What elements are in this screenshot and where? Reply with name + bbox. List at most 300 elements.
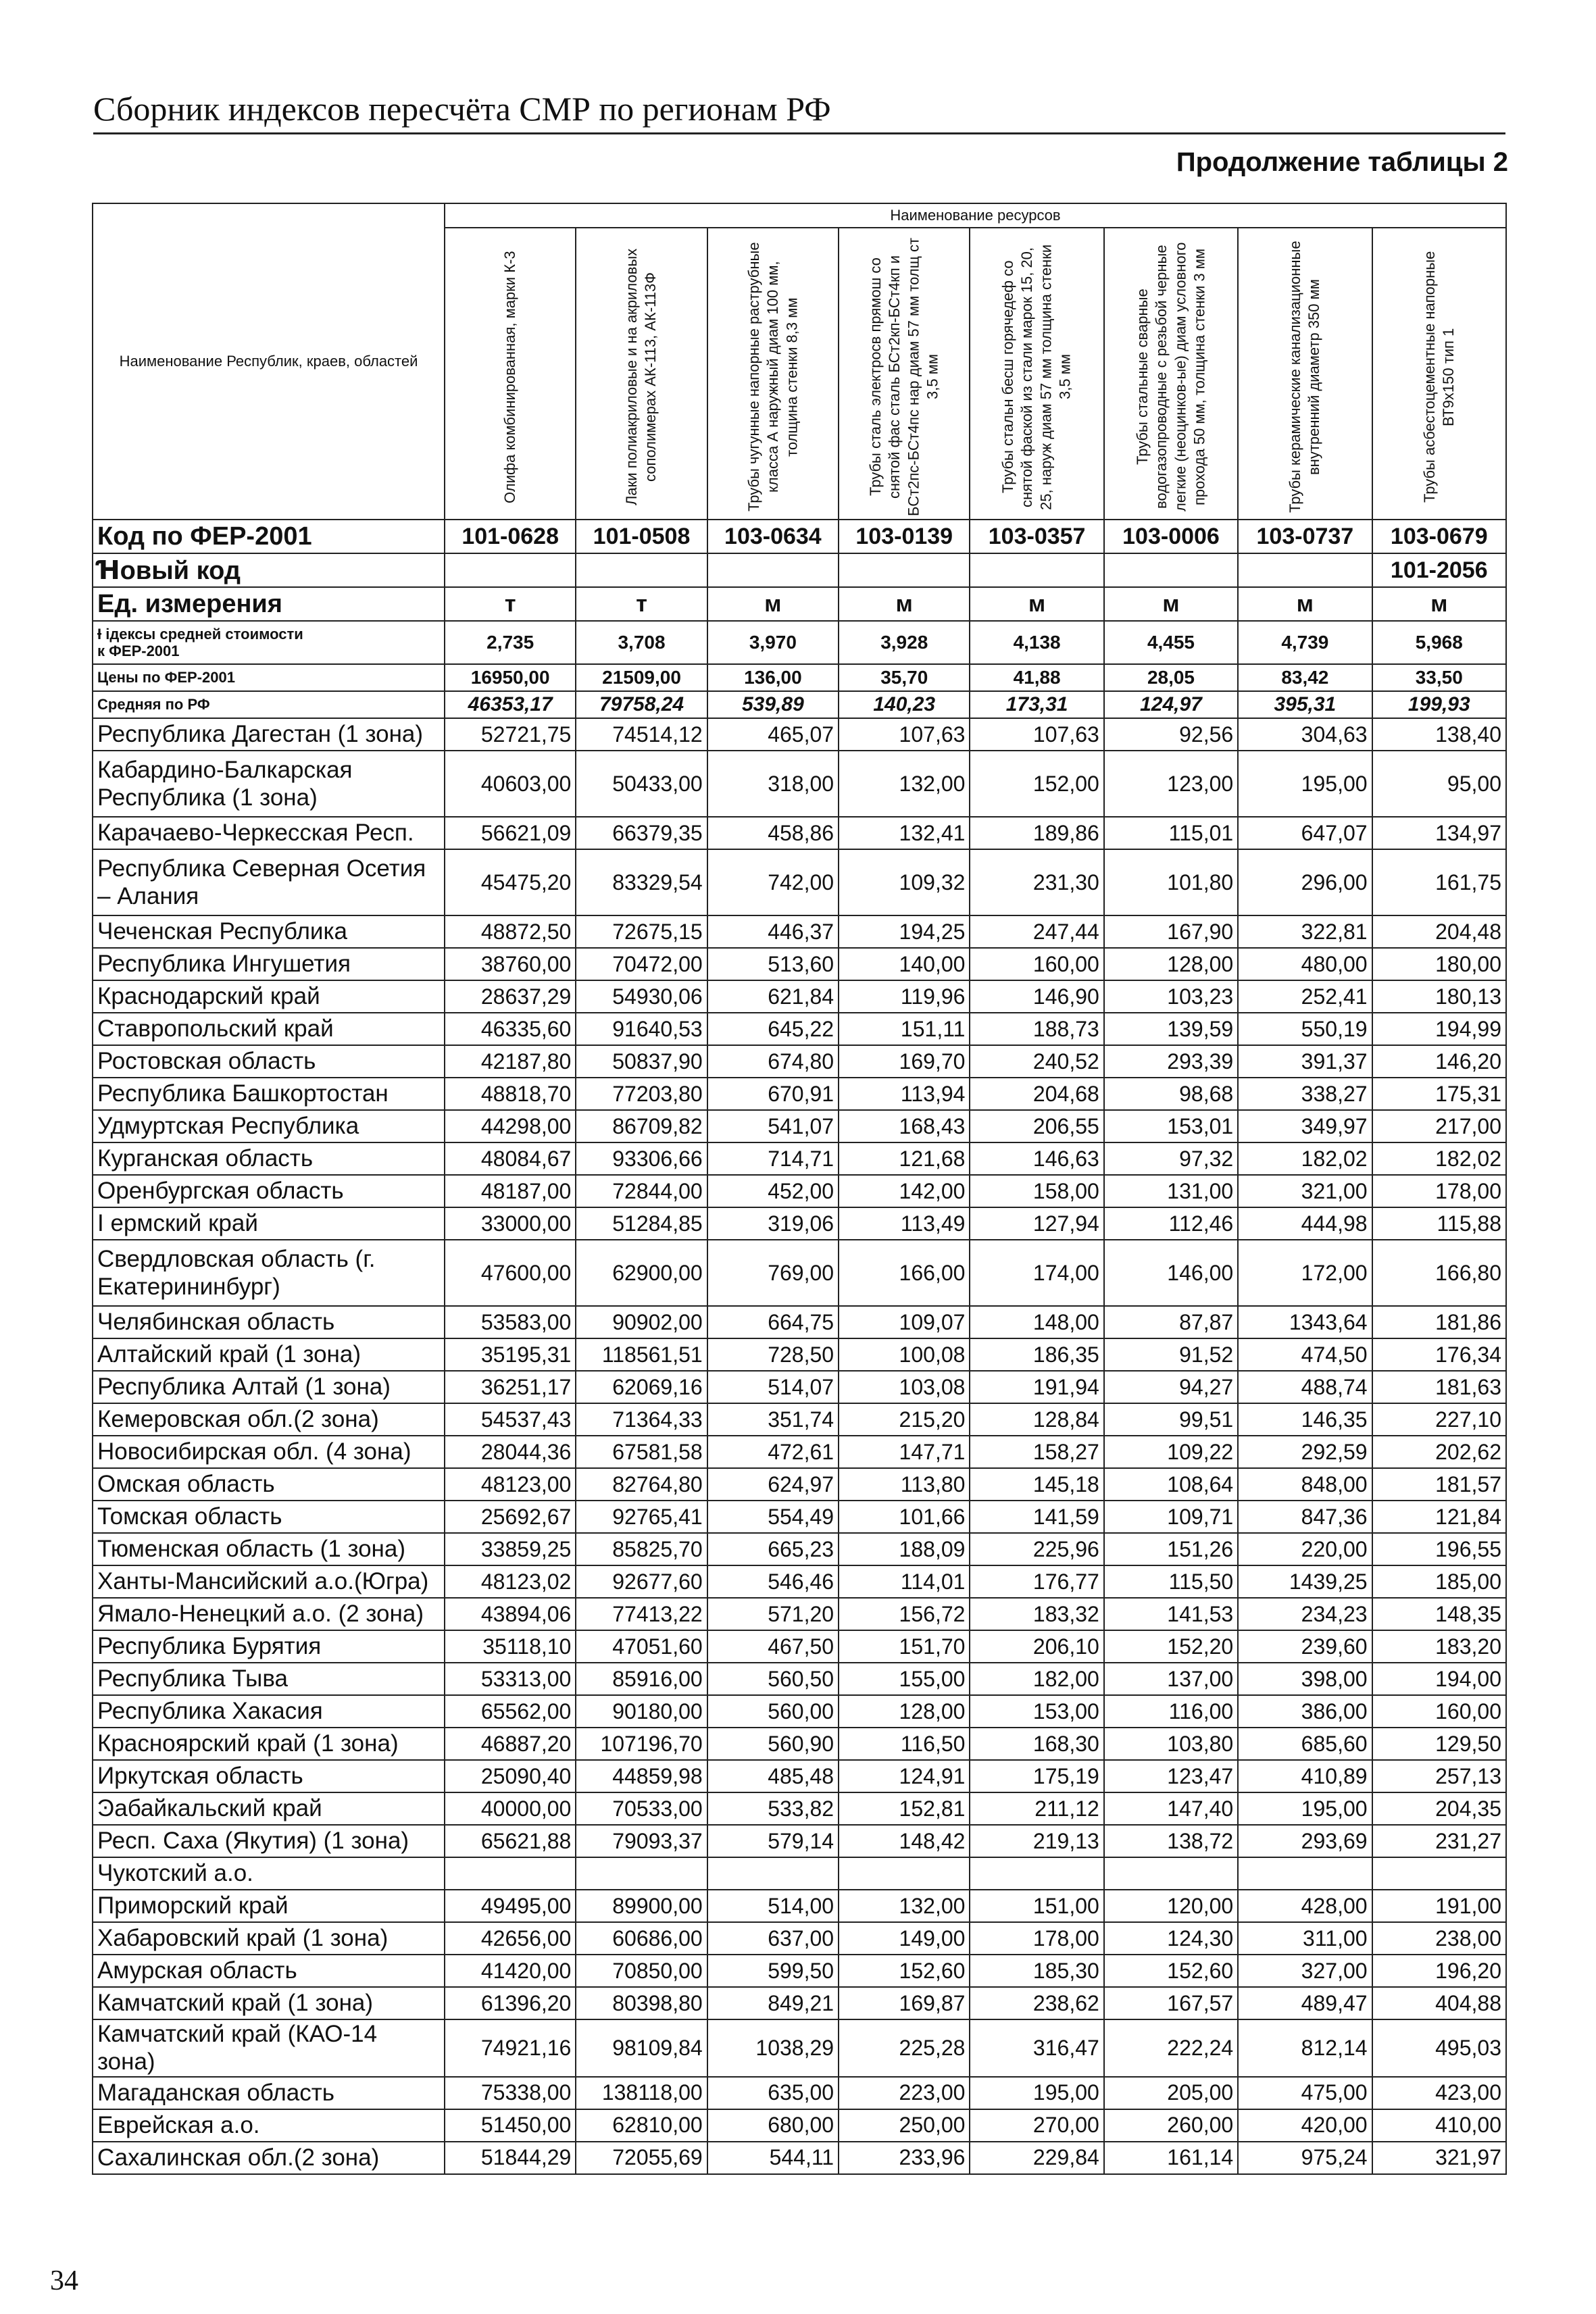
value-cell: 191,00 bbox=[1372, 1890, 1506, 1922]
value-cell: 128,84 bbox=[970, 1403, 1103, 1436]
value-cell: 176,77 bbox=[970, 1565, 1103, 1598]
value-cell: 113,80 bbox=[839, 1468, 970, 1501]
region-name: Еврейская а.о. bbox=[93, 2109, 445, 2142]
value-cell: 550,19 bbox=[1238, 1013, 1372, 1045]
value-cell: 35118,10 bbox=[445, 1630, 576, 1663]
value-cell: 229,84 bbox=[970, 2142, 1103, 2174]
table-row bbox=[93, 1142, 1506, 1175]
row-label-text: Код по ФЕР-2001 bbox=[97, 522, 312, 551]
value-cell: 420,00 bbox=[1238, 2109, 1372, 2142]
value-cell: 386,00 bbox=[1238, 1695, 1372, 1728]
value-cell: 489,47 bbox=[1238, 1987, 1372, 2019]
region-name: Амурская область bbox=[93, 1955, 445, 1987]
table-row bbox=[93, 1110, 1506, 1142]
meta-cell: 3,708 bbox=[576, 621, 707, 664]
value-cell: 146,20 bbox=[1372, 1045, 1506, 1078]
value-cell bbox=[445, 1857, 576, 1890]
value-cell: 132,00 bbox=[839, 751, 970, 817]
meta-cell: 21509,00 bbox=[576, 664, 707, 691]
value-cell: 327,00 bbox=[1238, 1955, 1372, 1987]
fer-code-row bbox=[93, 520, 1506, 553]
value-cell: 33859,25 bbox=[445, 1533, 576, 1565]
value-cell: 44298,00 bbox=[445, 1110, 576, 1142]
value-cell: 129,50 bbox=[1372, 1728, 1506, 1760]
value-cell: 321,97 bbox=[1372, 2142, 1506, 2174]
row-label bbox=[93, 664, 445, 691]
value-cell: 77203,80 bbox=[576, 1078, 707, 1110]
value-cell: 181,57 bbox=[1372, 1468, 1506, 1501]
region-name: Удмуртская Республика bbox=[93, 1110, 445, 1142]
table-row bbox=[93, 849, 1506, 915]
value-cell: 219,13 bbox=[970, 1825, 1103, 1857]
value-cell: 137,00 bbox=[1104, 1663, 1238, 1695]
value-cell: 91,52 bbox=[1104, 1338, 1238, 1371]
value-cell: 62900,00 bbox=[576, 1240, 707, 1306]
value-cell: 151,11 bbox=[839, 1013, 970, 1045]
value-cell bbox=[576, 1857, 707, 1890]
value-cell: 141,59 bbox=[970, 1501, 1103, 1533]
meta-cell: 2,735 bbox=[445, 621, 576, 664]
table-row bbox=[93, 2109, 1506, 2142]
value-cell: 90902,00 bbox=[576, 1306, 707, 1338]
regional-index-table bbox=[92, 203, 1507, 2175]
value-cell: 70533,00 bbox=[576, 1792, 707, 1825]
row-label-text: к ФЕР-2001 bbox=[97, 643, 180, 659]
value-cell: 146,90 bbox=[970, 980, 1103, 1013]
value-cell: 485,48 bbox=[707, 1760, 839, 1792]
table-continuation-title: Продолжение таблицы 2 bbox=[1176, 147, 1508, 177]
value-cell: 91640,53 bbox=[576, 1013, 707, 1045]
meta-cell: 35,70 bbox=[839, 664, 970, 691]
resource-column-label: Олифа комбинированная, марки К-3 bbox=[501, 251, 519, 503]
meta-cell: 101-0508 bbox=[576, 520, 707, 553]
region-name: Республика Башкортостан bbox=[93, 1078, 445, 1110]
value-cell: 121,68 bbox=[839, 1142, 970, 1175]
meta-cell: 101-2056 bbox=[1372, 553, 1506, 587]
value-cell: 151,00 bbox=[970, 1890, 1103, 1922]
value-cell: 647,07 bbox=[1238, 817, 1372, 849]
value-cell: 114,01 bbox=[839, 1565, 970, 1598]
value-cell: 176,34 bbox=[1372, 1338, 1506, 1371]
value-cell: 155,00 bbox=[839, 1663, 970, 1695]
value-cell: 95,00 bbox=[1372, 751, 1506, 817]
value-cell: 145,18 bbox=[970, 1468, 1103, 1501]
region-name: Республика Дагестан (1 зона) bbox=[93, 718, 445, 751]
value-cell: 151,26 bbox=[1104, 1533, 1238, 1565]
meta-cell: т bbox=[445, 587, 576, 621]
meta-cell: 3,928 bbox=[839, 621, 970, 664]
value-cell: 223,00 bbox=[839, 2077, 970, 2109]
value-cell: 319,06 bbox=[707, 1207, 839, 1240]
value-cell: 138,72 bbox=[1104, 1825, 1238, 1857]
value-cell: 196,20 bbox=[1372, 1955, 1506, 1987]
table-row bbox=[93, 2142, 1506, 2174]
value-cell: 124,91 bbox=[839, 1760, 970, 1792]
region-name: Ставропольский край bbox=[93, 1013, 445, 1045]
value-cell: 514,07 bbox=[707, 1371, 839, 1403]
value-cell: 35195,31 bbox=[445, 1338, 576, 1371]
meta-cell: м bbox=[970, 587, 1103, 621]
region-name: Хабаровский край (1 зона) bbox=[93, 1922, 445, 1955]
resource-column-header bbox=[707, 228, 839, 520]
value-cell: 120,00 bbox=[1104, 1890, 1238, 1922]
value-cell: 204,35 bbox=[1372, 1792, 1506, 1825]
table-row bbox=[93, 1987, 1506, 2019]
region-name: Красноярский край (1 зона) bbox=[93, 1728, 445, 1760]
value-cell: 100,08 bbox=[839, 1338, 970, 1371]
table-row bbox=[93, 1760, 1506, 1792]
region-name: Камчатский край (КАО-14 зона) bbox=[93, 2019, 445, 2077]
value-cell: 674,80 bbox=[707, 1045, 839, 1078]
region-name: Респ. Саха (Якутия) (1 зона) bbox=[93, 1825, 445, 1857]
meta-cell: 136,00 bbox=[707, 664, 839, 691]
meta-cell: 539,89 bbox=[707, 691, 839, 718]
value-cell: 322,81 bbox=[1238, 915, 1372, 948]
value-cell: 292,59 bbox=[1238, 1436, 1372, 1468]
value-cell: 153,01 bbox=[1104, 1110, 1238, 1142]
value-cell: 85825,70 bbox=[576, 1533, 707, 1565]
value-cell: 160,00 bbox=[970, 948, 1103, 980]
meta-cell: 4,739 bbox=[1238, 621, 1372, 664]
region-name: Новосибирская обл. (4 зона) bbox=[93, 1436, 445, 1468]
value-cell: 119,96 bbox=[839, 980, 970, 1013]
resource-column-label: Трубы стальн бесш горячедеф со снятой фаской из стали марок 15, 20, 25, наруж диам 57 мм толщина стенки 3,5 мм bbox=[999, 244, 1074, 510]
region-name: Магаданская область bbox=[93, 2077, 445, 2109]
value-cell: 222,24 bbox=[1104, 2019, 1238, 2077]
table-row bbox=[93, 1728, 1506, 1760]
value-cell: 109,71 bbox=[1104, 1501, 1238, 1533]
value-cell: 128,00 bbox=[839, 1695, 970, 1728]
value-cell: 178,00 bbox=[1372, 1175, 1506, 1207]
value-cell: 351,74 bbox=[707, 1403, 839, 1436]
region-name: Алтайский край (1 зона) bbox=[93, 1338, 445, 1371]
value-cell: 231,30 bbox=[970, 849, 1103, 915]
meta-cell: 103-0634 bbox=[707, 520, 839, 553]
table-row bbox=[93, 915, 1506, 948]
value-cell: 79093,37 bbox=[576, 1825, 707, 1857]
table-row bbox=[93, 1078, 1506, 1110]
value-cell: 48084,67 bbox=[445, 1142, 576, 1175]
value-cell: 664,75 bbox=[707, 1306, 839, 1338]
value-cell: 103,23 bbox=[1104, 980, 1238, 1013]
value-cell: 77413,22 bbox=[576, 1598, 707, 1630]
value-cell: 80398,80 bbox=[576, 1987, 707, 2019]
value-cell bbox=[1104, 1857, 1238, 1890]
value-cell: 48187,00 bbox=[445, 1175, 576, 1207]
meta-cell: 103-0737 bbox=[1238, 520, 1372, 553]
value-cell: 61396,20 bbox=[445, 1987, 576, 2019]
value-cell: 645,22 bbox=[707, 1013, 839, 1045]
value-cell: 115,01 bbox=[1104, 817, 1238, 849]
row-label-text: Ɦовый код bbox=[97, 556, 241, 585]
value-cell: 161,75 bbox=[1372, 849, 1506, 915]
value-cell: 92,56 bbox=[1104, 718, 1238, 751]
value-cell: 86709,82 bbox=[576, 1110, 707, 1142]
value-cell: 304,63 bbox=[1238, 718, 1372, 751]
resource-column-label: Трубы чугунные напорные раструбные класса А наружный диам 100 мм, толщина стенки 8,3 мм bbox=[745, 242, 800, 512]
value-cell: 148,35 bbox=[1372, 1598, 1506, 1630]
value-cell: 158,27 bbox=[970, 1436, 1103, 1468]
value-cell: 33000,00 bbox=[445, 1207, 576, 1240]
region-name: Республика Северная Осетия – Алания bbox=[93, 849, 445, 915]
value-cell: 152,20 bbox=[1104, 1630, 1238, 1663]
value-cell: 488,74 bbox=[1238, 1371, 1372, 1403]
value-cell: 70850,00 bbox=[576, 1955, 707, 1987]
value-cell: 148,42 bbox=[839, 1825, 970, 1857]
table-row bbox=[93, 751, 1506, 817]
value-cell: 166,00 bbox=[839, 1240, 970, 1306]
value-cell: 194,25 bbox=[839, 915, 970, 948]
value-cell: 43894,06 bbox=[445, 1598, 576, 1630]
meta-cell: 103-0006 bbox=[1104, 520, 1238, 553]
value-cell: 195,00 bbox=[1238, 751, 1372, 817]
value-cell: 51844,29 bbox=[445, 2142, 576, 2174]
meta-cell bbox=[445, 553, 576, 587]
region-name: Ͽабайкальский край bbox=[93, 1792, 445, 1825]
value-cell: 189,86 bbox=[970, 817, 1103, 849]
value-cell: 62069,16 bbox=[576, 1371, 707, 1403]
value-cell bbox=[1238, 1857, 1372, 1890]
table-row bbox=[93, 1013, 1506, 1045]
value-cell: 116,00 bbox=[1104, 1695, 1238, 1728]
value-cell: 848,00 bbox=[1238, 1468, 1372, 1501]
value-cell: 140,00 bbox=[839, 948, 970, 980]
resource-column-header bbox=[1104, 228, 1238, 520]
value-cell: 685,60 bbox=[1238, 1728, 1372, 1760]
value-cell: 44859,98 bbox=[576, 1760, 707, 1792]
value-cell: 83329,54 bbox=[576, 849, 707, 915]
value-cell: 127,94 bbox=[970, 1207, 1103, 1240]
resource-column-header bbox=[839, 228, 970, 520]
value-cell: 554,49 bbox=[707, 1501, 839, 1533]
value-cell: 70472,00 bbox=[576, 948, 707, 980]
value-cell: 134,97 bbox=[1372, 817, 1506, 849]
value-cell: 124,30 bbox=[1104, 1922, 1238, 1955]
value-cell: 123,47 bbox=[1104, 1760, 1238, 1792]
value-cell: 621,84 bbox=[707, 980, 839, 1013]
value-cell: 178,00 bbox=[970, 1922, 1103, 1955]
value-cell: 99,51 bbox=[1104, 1403, 1238, 1436]
value-cell: 458,86 bbox=[707, 817, 839, 849]
value-cell: 121,84 bbox=[1372, 1501, 1506, 1533]
region-name: Свердловская область (г. Екатерининбург) bbox=[93, 1240, 445, 1306]
meta-cell: 16950,00 bbox=[445, 664, 576, 691]
row-label bbox=[93, 553, 445, 587]
value-cell: 152,81 bbox=[839, 1792, 970, 1825]
meta-cell: 199,93 bbox=[1372, 691, 1506, 718]
value-cell: 147,40 bbox=[1104, 1792, 1238, 1825]
value-cell: 665,23 bbox=[707, 1533, 839, 1565]
region-name: Карачаево-Черкесская Респ. bbox=[93, 817, 445, 849]
value-cell: 714,71 bbox=[707, 1142, 839, 1175]
meta-cell bbox=[1104, 553, 1238, 587]
meta-cell: 103-0139 bbox=[839, 520, 970, 553]
value-cell: 74921,16 bbox=[445, 2019, 576, 2077]
meta-cell: 101-0628 bbox=[445, 520, 576, 553]
meta-cell: м bbox=[839, 587, 970, 621]
value-cell: 182,02 bbox=[1238, 1142, 1372, 1175]
value-cell: 51284,85 bbox=[576, 1207, 707, 1240]
value-cell: 472,61 bbox=[707, 1436, 839, 1468]
table-row bbox=[93, 1338, 1506, 1371]
value-cell: 398,00 bbox=[1238, 1663, 1372, 1695]
value-cell: 172,00 bbox=[1238, 1240, 1372, 1306]
value-cell: 45475,20 bbox=[445, 849, 576, 915]
meta-cell bbox=[576, 553, 707, 587]
value-cell: 975,24 bbox=[1238, 2142, 1372, 2174]
value-cell: 103,08 bbox=[839, 1371, 970, 1403]
table-row bbox=[93, 1663, 1506, 1695]
value-cell: 247,44 bbox=[970, 915, 1103, 948]
meta-cell: м bbox=[1372, 587, 1506, 621]
region-name: Омская область bbox=[93, 1468, 445, 1501]
meta-cell: 28,05 bbox=[1104, 664, 1238, 691]
value-cell: 118561,51 bbox=[576, 1338, 707, 1371]
value-cell: 142,00 bbox=[839, 1175, 970, 1207]
meta-cell: 103-0357 bbox=[970, 520, 1103, 553]
value-cell: 546,46 bbox=[707, 1565, 839, 1598]
value-cell: 769,00 bbox=[707, 1240, 839, 1306]
meta-cell: 41,88 bbox=[970, 664, 1103, 691]
table-row bbox=[93, 1890, 1506, 1922]
value-cell: 25090,40 bbox=[445, 1760, 576, 1792]
value-cell: 240,52 bbox=[970, 1045, 1103, 1078]
value-cell: 238,62 bbox=[970, 1987, 1103, 2019]
value-cell: 293,69 bbox=[1238, 1825, 1372, 1857]
value-cell: 637,00 bbox=[707, 1922, 839, 1955]
table-row bbox=[93, 948, 1506, 980]
row-label bbox=[93, 691, 445, 718]
value-cell: 169,70 bbox=[839, 1045, 970, 1078]
value-cell: 233,96 bbox=[839, 2142, 970, 2174]
resources-group-header: Наименование ресурсов bbox=[445, 203, 1506, 228]
value-cell: 183,32 bbox=[970, 1598, 1103, 1630]
value-cell: 168,30 bbox=[970, 1728, 1103, 1760]
value-cell: 635,00 bbox=[707, 2077, 839, 2109]
value-cell: 103,80 bbox=[1104, 1728, 1238, 1760]
value-cell: 149,00 bbox=[839, 1922, 970, 1955]
value-cell: 204,68 bbox=[970, 1078, 1103, 1110]
value-cell: 514,00 bbox=[707, 1890, 839, 1922]
region-name: Республика Тыва bbox=[93, 1663, 445, 1695]
value-cell: 131,00 bbox=[1104, 1175, 1238, 1207]
value-cell: 250,00 bbox=[839, 2109, 970, 2142]
value-cell: 109,22 bbox=[1104, 1436, 1238, 1468]
value-cell: 94,27 bbox=[1104, 1371, 1238, 1403]
meta-cell: 103-0679 bbox=[1372, 520, 1506, 553]
value-cell: 166,80 bbox=[1372, 1240, 1506, 1306]
value-cell: 624,97 bbox=[707, 1468, 839, 1501]
resource-column-label: Трубы стальные сварные водогазопроводные с резьбой черные легкие (неоцинков-ые) диам условного прохода 50 мм, толщина стенки 3 мм bbox=[1133, 242, 1208, 512]
value-cell: 206,10 bbox=[970, 1630, 1103, 1663]
value-cell: 89900,00 bbox=[576, 1890, 707, 1922]
value-cell: 260,00 bbox=[1104, 2109, 1238, 2142]
value-cell: 423,00 bbox=[1372, 2077, 1506, 2109]
value-cell: 42187,80 bbox=[445, 1045, 576, 1078]
value-cell: 533,82 bbox=[707, 1792, 839, 1825]
value-cell: 185,00 bbox=[1372, 1565, 1506, 1598]
value-cell: 169,87 bbox=[839, 1987, 970, 2019]
value-cell: 48818,70 bbox=[445, 1078, 576, 1110]
table-row bbox=[93, 1436, 1506, 1468]
value-cell: 152,60 bbox=[839, 1955, 970, 1987]
region-name: Сахалинская обл.(2 зона) bbox=[93, 2142, 445, 2174]
meta-cell: 5,968 bbox=[1372, 621, 1506, 664]
value-cell: 113,94 bbox=[839, 1078, 970, 1110]
row-label-text: Ɨ ідексы средней стоимости bbox=[97, 625, 303, 643]
value-cell: 270,00 bbox=[970, 2109, 1103, 2142]
value-cell: 191,94 bbox=[970, 1371, 1103, 1403]
region-name: Курганская область bbox=[93, 1142, 445, 1175]
meta-cell: 46353,17 bbox=[445, 691, 576, 718]
table-row bbox=[93, 1857, 1506, 1890]
value-cell: 465,07 bbox=[707, 718, 839, 751]
value-cell: 42656,00 bbox=[445, 1922, 576, 1955]
region-name: Иркутская область bbox=[93, 1760, 445, 1792]
unit-row bbox=[93, 587, 1506, 621]
region-name: Ростовская область bbox=[93, 1045, 445, 1078]
value-cell: 670,91 bbox=[707, 1078, 839, 1110]
row-label bbox=[93, 520, 445, 553]
region-name: Республика Ингушетия bbox=[93, 948, 445, 980]
value-cell: 544,11 bbox=[707, 2142, 839, 2174]
value-cell: 541,07 bbox=[707, 1110, 839, 1142]
value-cell: 46887,20 bbox=[445, 1728, 576, 1760]
value-cell: 188,09 bbox=[839, 1533, 970, 1565]
value-cell: 101,66 bbox=[839, 1501, 970, 1533]
value-cell: 72675,15 bbox=[576, 915, 707, 948]
value-cell: 28637,29 bbox=[445, 980, 576, 1013]
value-cell: 74514,12 bbox=[576, 718, 707, 751]
value-cell: 90180,00 bbox=[576, 1695, 707, 1728]
value-cell: 54537,43 bbox=[445, 1403, 576, 1436]
value-cell: 742,00 bbox=[707, 849, 839, 915]
value-cell: 41420,00 bbox=[445, 1955, 576, 1987]
value-cell: 146,63 bbox=[970, 1142, 1103, 1175]
value-cell: 495,03 bbox=[1372, 2019, 1506, 2077]
value-cell: 1439,25 bbox=[1238, 1565, 1372, 1598]
value-cell: 66379,35 bbox=[576, 817, 707, 849]
value-cell: 311,00 bbox=[1238, 1922, 1372, 1955]
table-body bbox=[93, 520, 1506, 2174]
value-cell: 195,00 bbox=[970, 2077, 1103, 2109]
value-cell: 599,50 bbox=[707, 1955, 839, 1987]
region-name: Республика Хакасия bbox=[93, 1695, 445, 1728]
table-row bbox=[93, 817, 1506, 849]
value-cell: 107196,70 bbox=[576, 1728, 707, 1760]
table-row bbox=[93, 1792, 1506, 1825]
meta-cell: 3,970 bbox=[707, 621, 839, 664]
value-cell: 467,50 bbox=[707, 1630, 839, 1663]
value-cell: 158,00 bbox=[970, 1175, 1103, 1207]
value-cell: 410,89 bbox=[1238, 1760, 1372, 1792]
meta-cell: 83,42 bbox=[1238, 664, 1372, 691]
row-label-text: Средняя по РФ bbox=[97, 696, 210, 713]
value-cell: 109,32 bbox=[839, 849, 970, 915]
table-row bbox=[93, 1403, 1506, 1436]
value-cell: 404,88 bbox=[1372, 1987, 1506, 2019]
value-cell: 62810,00 bbox=[576, 2109, 707, 2142]
value-cell: 49495,00 bbox=[445, 1890, 576, 1922]
value-cell: 812,14 bbox=[1238, 2019, 1372, 2077]
value-cell: 181,86 bbox=[1372, 1306, 1506, 1338]
value-cell: 168,43 bbox=[839, 1110, 970, 1142]
table-row bbox=[93, 1630, 1506, 1663]
value-cell: 349,97 bbox=[1238, 1110, 1372, 1142]
table-row bbox=[93, 718, 1506, 751]
region-name: Камчатский край (1 зона) bbox=[93, 1987, 445, 2019]
value-cell: 571,20 bbox=[707, 1598, 839, 1630]
